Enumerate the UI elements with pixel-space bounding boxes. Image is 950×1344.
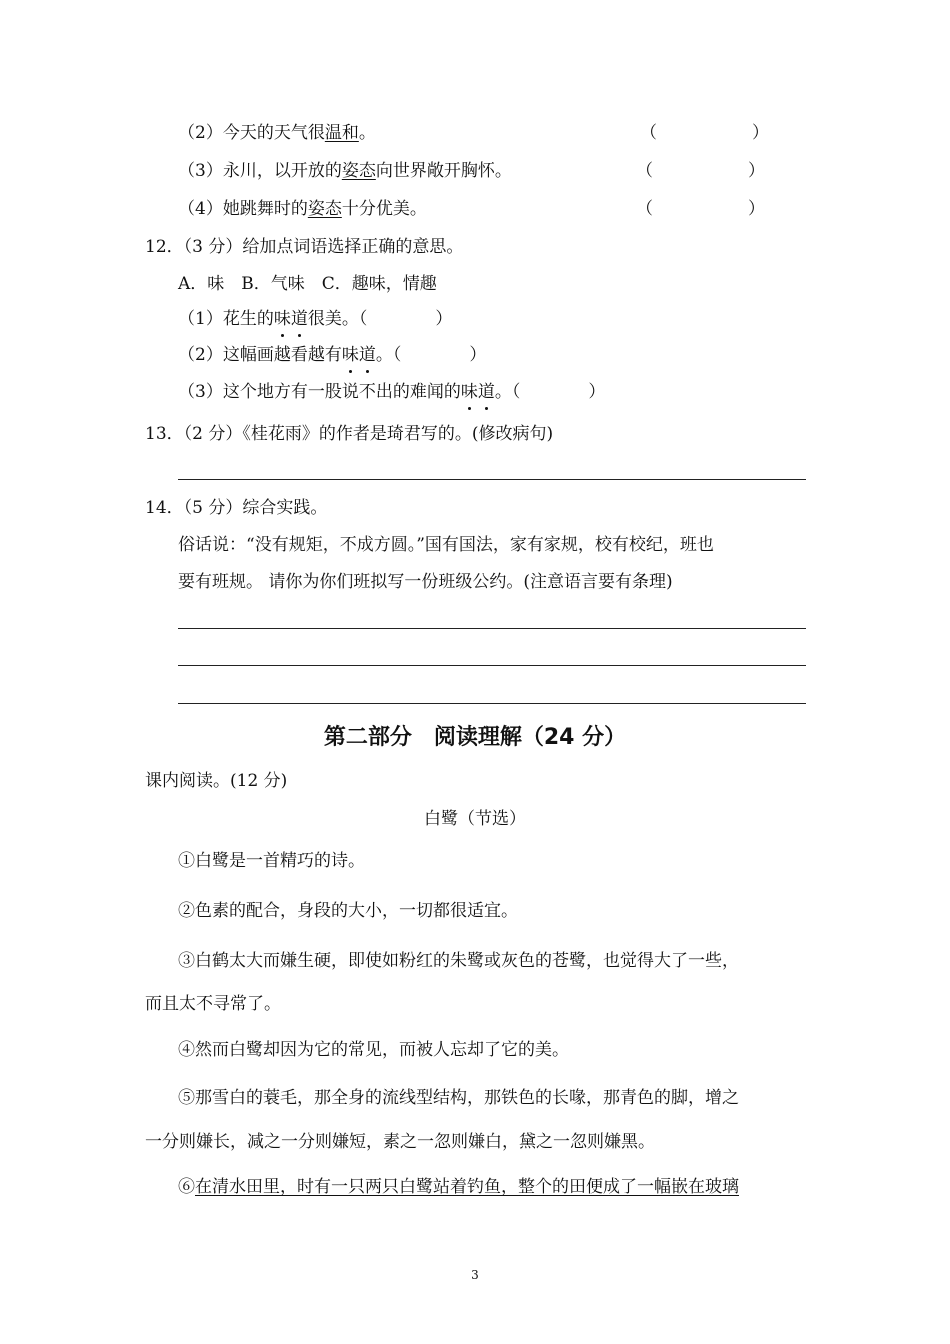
answer-line <box>178 628 806 629</box>
paragraph-2: ②色素的配合，身段的大小，一切都很适宜。 <box>178 901 518 921</box>
answer-paren-open: （ <box>636 161 653 181</box>
reading-intro: 课内阅读。(12 分) <box>145 771 288 791</box>
paragraph-1: ①白鹭是一首精巧的诗。 <box>178 851 365 871</box>
dotted-char: 道 <box>477 382 495 402</box>
paragraph-3-line-2: 而且太不寻常了。 <box>145 994 281 1014</box>
section-heading: 第二部分 阅读理解（24 分） <box>323 725 627 750</box>
page-number: 3 <box>471 1268 479 1282</box>
underlined-word: 温和 <box>324 123 359 143</box>
q11-item-3: （3）永川，以开放的姿态向世界敞开胸怀。 <box>178 161 512 181</box>
q14-stem: 14．（5 分）综合实践。 <box>145 498 328 518</box>
dotted-char: 味 <box>273 309 291 329</box>
q11-item-2: （2）今天的天气很温和。 <box>178 123 376 143</box>
q14-prompt-line-1: 俗话说：“没有规矩，不成方圆。”国有国法，家有家规，校有校纪，班也 <box>178 535 714 555</box>
dotted-char: 道 <box>358 345 376 365</box>
underlined-sentence: 在清水田里，时有一只两只白鹭站着钓鱼，整个的田便成了一幅嵌在玻璃 <box>195 1177 739 1197</box>
answer-paren-open: （ <box>640 123 657 143</box>
q13-stem: 13．（2 分）《桂花雨》的作者是琦君写的。(修改病句) <box>145 424 554 444</box>
answer-paren-close: ） <box>752 123 769 143</box>
underlined-word: 姿态 <box>307 199 342 219</box>
q12-item-1: （1）花生的味道很美。（ ） <box>178 309 453 329</box>
paragraph-3-line-1: ③白鹤太大而嫌生硬，即使如粉红的朱鹭或灰色的苍鹭，也觉得大了一些， <box>178 951 739 971</box>
q12-stem: 12．（3 分）给加点词语选择正确的意思。 <box>145 237 464 257</box>
q14-prompt-line-2: 要有班规。 请你为你们班拟写一份班级公约。(注意语言要有条理) <box>178 572 673 592</box>
dotted-char: 道 <box>290 309 308 329</box>
paragraph-5-line-1: ⑤那雪白的蓑毛，那全身的流线型结构，那铁色的长喙，那青色的脚，增之 <box>178 1088 739 1108</box>
paragraph-6-line-1: ⑥在清水田里，时有一只两只白鹭站着钓鱼，整个的田便成了一幅嵌在玻璃 <box>178 1177 739 1197</box>
answer-paren-close: ） <box>748 199 765 219</box>
underlined-word: 姿态 <box>341 161 376 181</box>
passage-title: 白鹭（节选） <box>424 809 526 829</box>
paragraph-5-line-2: 一分则嫌长，减之一分则嫌短，素之一忽则嫌白，黛之一忽则嫌黑。 <box>145 1132 655 1152</box>
dotted-char: 味 <box>460 382 478 402</box>
dotted-char: 味 <box>341 345 359 365</box>
q12-item-2: （2）这幅画越看越有味道。（ ） <box>178 345 487 365</box>
q12-options: A．味 B．气味 C．趣味，情趣 <box>178 274 437 294</box>
answer-line <box>178 479 806 480</box>
answer-line <box>178 703 806 704</box>
answer-paren-close: ） <box>748 161 765 181</box>
q11-item-4: （4）她跳舞时的姿态十分优美。 <box>178 199 427 219</box>
answer-line <box>178 665 806 666</box>
answer-paren-open: （ <box>636 199 653 219</box>
paragraph-4: ④然而白鹭却因为它的常见，而被人忘却了它的美。 <box>178 1040 569 1060</box>
q12-item-3: （3）这个地方有一股说不出的难闻的味道。（ ） <box>178 382 606 402</box>
